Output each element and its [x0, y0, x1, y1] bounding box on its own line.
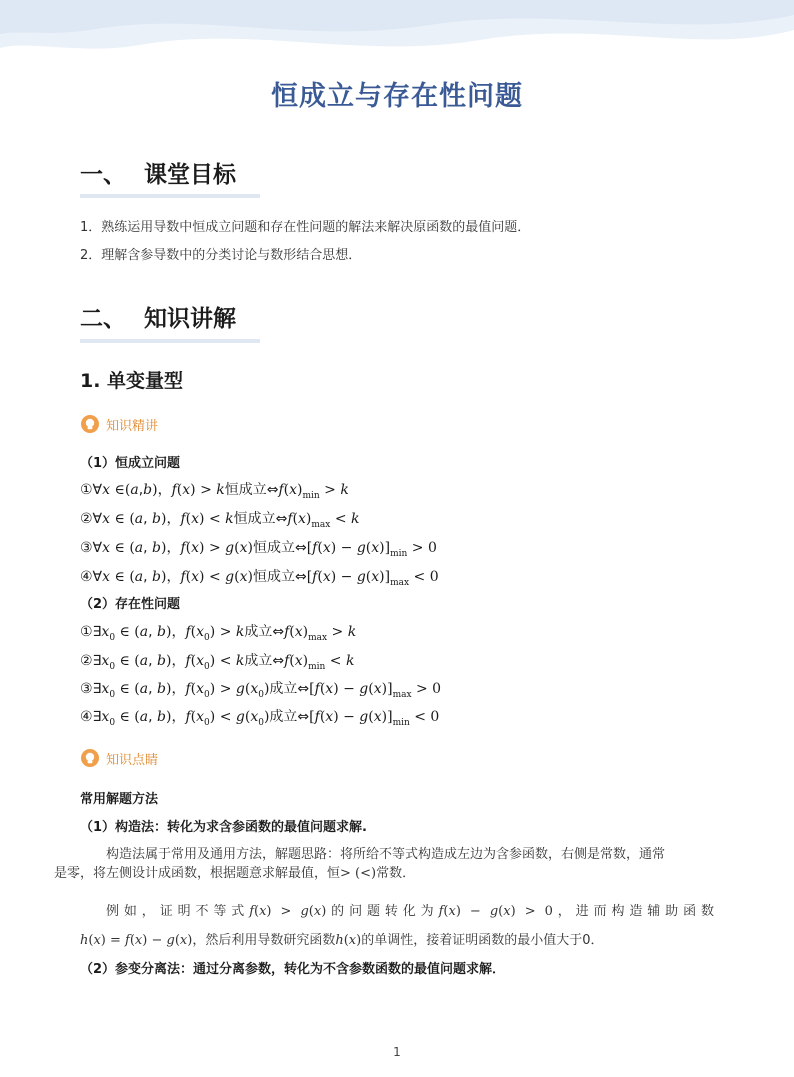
formula-exists-3: $③\exists x_0$ ∈ (a, b)，$f(x_0) > g(x_0)$成立⇔[f(x) − $g(x)]_{max} > 0$ — [80, 681, 442, 700]
goal-item-1: 1．熟练运用导数中恒成立问题和存在性问题的解法来解决原函数的最值问题． — [80, 220, 531, 235]
tag-knowledge-lecture — [80, 414, 158, 434]
section-underline — [80, 194, 260, 198]
method-2-title: （2）参变分离法：通过分离参数，转化为不含参数函数的最值问题求解． — [80, 962, 506, 977]
formula-always-3: ③∀x ∈ (a, b)，f(x) > g(x)恒成立⇔[f(x) − $g(x)]_{min} > 0$ — [80, 540, 437, 559]
section-heading-goals — [80, 156, 236, 189]
tag-label: 知识精讲 — [106, 418, 159, 434]
section-number: 二、 — [80, 306, 126, 332]
part-title-existence: （2）存在性问题 — [80, 597, 181, 612]
section-number: 一、 — [80, 162, 126, 188]
formula-always-4: ④∀x ∈ (a, b)，f(x) < g(x)恒成立⇔[f(x) − $g(x)]_{max} < 0$ — [80, 569, 439, 588]
header-banner — [0, 0, 794, 70]
lightbulb-icon — [80, 414, 100, 434]
formula-exists-4: $④\exists x_0$ ∈ (a, b)，$f(x_0) < g(x_0)$成立⇔[f(x) − $g(x)]_{min} < 0$ — [80, 709, 440, 728]
method-1-paragraph-2: 例如，证明不等式f(x) > g(x)的问题转化为f(x) − g(x) > 0，进而构造辅助函数 — [106, 904, 714, 919]
formula-always-1: ①∀x ∈(a,b)，f(x) > k恒成立$\Leftrightarrow f(x)_{min} > k$ — [80, 482, 349, 501]
formula-exists-2: $②\exists x_0$ ∈ (a, b)，$f(x_0) < k$成立$\Leftrightarrow f(x)_{min} < k$ — [80, 653, 355, 672]
lightbulb-icon — [80, 748, 100, 768]
goal-item-2: 2．理解含参导数中的分类讨论与数形结合思想． — [80, 248, 362, 263]
subsection-heading: 1. 单变量型 — [80, 370, 184, 392]
formula-exists-1: $①\exists x_0$ ∈ (a, b)，$f(x_0) > k$成立$\Leftrightarrow f(x)_{max} > k$ — [80, 624, 357, 643]
section-title: 知识讲解 — [144, 306, 236, 332]
part-title-always-holds: （1）恒成立问题 — [80, 456, 181, 471]
tag-key-points — [80, 748, 158, 768]
method-1-title: （1）构造法：转化为求含参函数的最值问题求解. — [80, 820, 367, 835]
section-underline — [80, 339, 260, 343]
method-1-paragraph-3: h(x) = f(x) − g(x)，然后利用导数研究函数h(x)的单调性，接着证明函数的最小值大于0． — [80, 933, 604, 948]
section-title: 课堂目标 — [144, 162, 236, 188]
document-title: 恒成立与存在性问题 — [271, 81, 523, 112]
page-number: 1 — [393, 1045, 401, 1059]
formula-always-2: ②∀x ∈ (a, b)，f(x) < k恒成立$\Leftrightarrow f(x)_{max} < k$ — [80, 511, 360, 530]
section-heading-knowledge — [80, 300, 236, 333]
methods-title: 常用解题方法 — [80, 792, 159, 807]
tag-label: 知识点睛 — [106, 752, 159, 768]
method-1-paragraph-1: 构造法属于常用及通用方法，解题思路：将所给不等式构造成左边为含参函数，右侧是常数，通常 是零，将左侧设计成函数，根据题意求解最值，恒> (<)常数． — [54, 847, 666, 881]
